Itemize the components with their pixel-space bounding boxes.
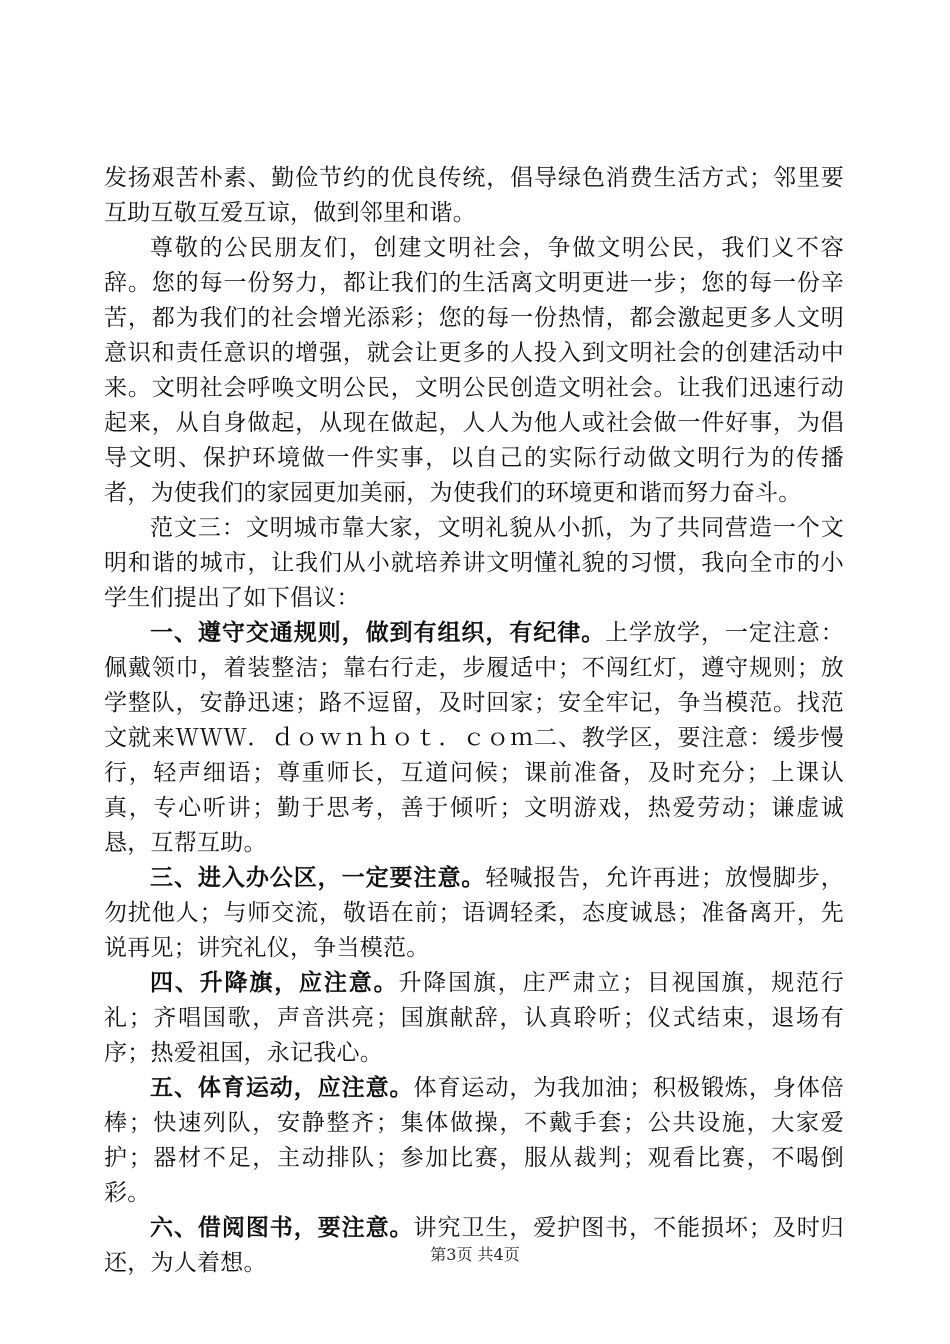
paragraph-4-text: 上学放学，一定注意：佩戴领巾，着装整洁；靠右行走，步履适中；不闯红灯，遵守规则；放学整队，安静迅速；路不逗留，及时回家；安全牢记，争当模范。找范文就来ＷＷＷ．ｄｏｗｎｈｏｔ．ｃｏｍ二、教学区，要注意：缓步慢行，轻声细语；尊重师长，互道问候；课前准备，及时充分；上课认真，专心听讲；勤于思考，善于倾听；文明游戏，热爱劳动；谦虚诚恳，互帮互助。 — [104, 620, 845, 856]
paragraph-7-heading: 五、体育运动，应注意。 — [150, 1075, 414, 1101]
paragraph-7 — [104, 1071, 844, 1211]
page-footer — [0, 1242, 950, 1265]
paragraph-4-heading: 一、遵守交通规则，做到有组织，有纪律。 — [150, 620, 606, 646]
paragraph-6-heading: 四、升降旗，应注意。 — [150, 970, 399, 996]
paragraph-1 — [104, 161, 844, 231]
paragraph-6 — [104, 966, 844, 1071]
paragraph-7-text: 体育运动，为我加油；积极锻炼，身体倍棒；快速列队，安静整齐；集体做操，不戴手套；公共设施，大家爱护；器材不足，主动排队；参加比赛，服从裁判；观看比赛，不喝倒彩。 — [104, 1075, 845, 1206]
paragraph-4 — [104, 616, 844, 861]
paragraph-5-heading: 三、进入办公区，一定要注意。 — [150, 865, 486, 891]
document-body — [104, 161, 844, 1281]
paragraph-3-text: 范文三：文明城市靠大家，文明礼貌从小抓，为了共同营造一个文明和谐的城市，让我们从小就培养讲文明懂礼貌的习惯，我向全市的小学生们提出了如下倡议： — [104, 515, 844, 611]
paragraph-8-text: 讲究卫生，爱护图书，不能损坏；及时归还，为人着想。 — [104, 1215, 845, 1276]
paragraph-3 — [104, 511, 844, 616]
paragraph-5-text: 轻喊报告，允许再进；放慢脚步，勿扰他人；与师交流，敬语在前；语调轻柔，态度诚恳；准备离开，先说再见；讲究礼仪，争当模范。 — [104, 865, 845, 961]
paragraph-8-heading: 六、借阅图书，要注意。 — [150, 1215, 414, 1241]
paragraph-1-text: 发扬艰苦朴素、勤俭节约的优良传统，倡导绿色消费生活方式；邻里要互助互敬互爱互谅，做到邻里和谐。 — [104, 165, 844, 226]
page-number-label: 第3页 共4页 — [430, 1245, 520, 1264]
paragraph-5 — [104, 861, 844, 966]
paragraph-6-text: 升降国旗，庄严肃立；目视国旗，规范行礼；齐唱国歌，声音洪亮；国旗献辞，认真聆听；仪式结束，退场有序；热爱祖国，永记我心。 — [104, 970, 845, 1066]
paragraph-2-text: 尊敬的公民朋友们，创建文明社会，争做文明公民，我们义不容辞。您的每一份努力，都让我们的生活离文明更进一步；您的每一份辛苦，都为我们的社会增光添彩；您的每一份热情，都会激起更多人文明意识和责任意识的增强，就会让更多的人投入到文明社会的创建活动中来。文明社会呼唤文明公民，文明公民创造文明社会。让我们迅速行动起来，从自身做起，从现在做起，人人为他人或社会做一件好事，为倡导文明、保护环境做一件实事，以自己的实际行动做文明行为的传播者，为使我们的家园更加美丽，为使我们的环境更和谐而努力奋斗。 — [104, 235, 844, 506]
paragraph-2 — [104, 231, 844, 511]
